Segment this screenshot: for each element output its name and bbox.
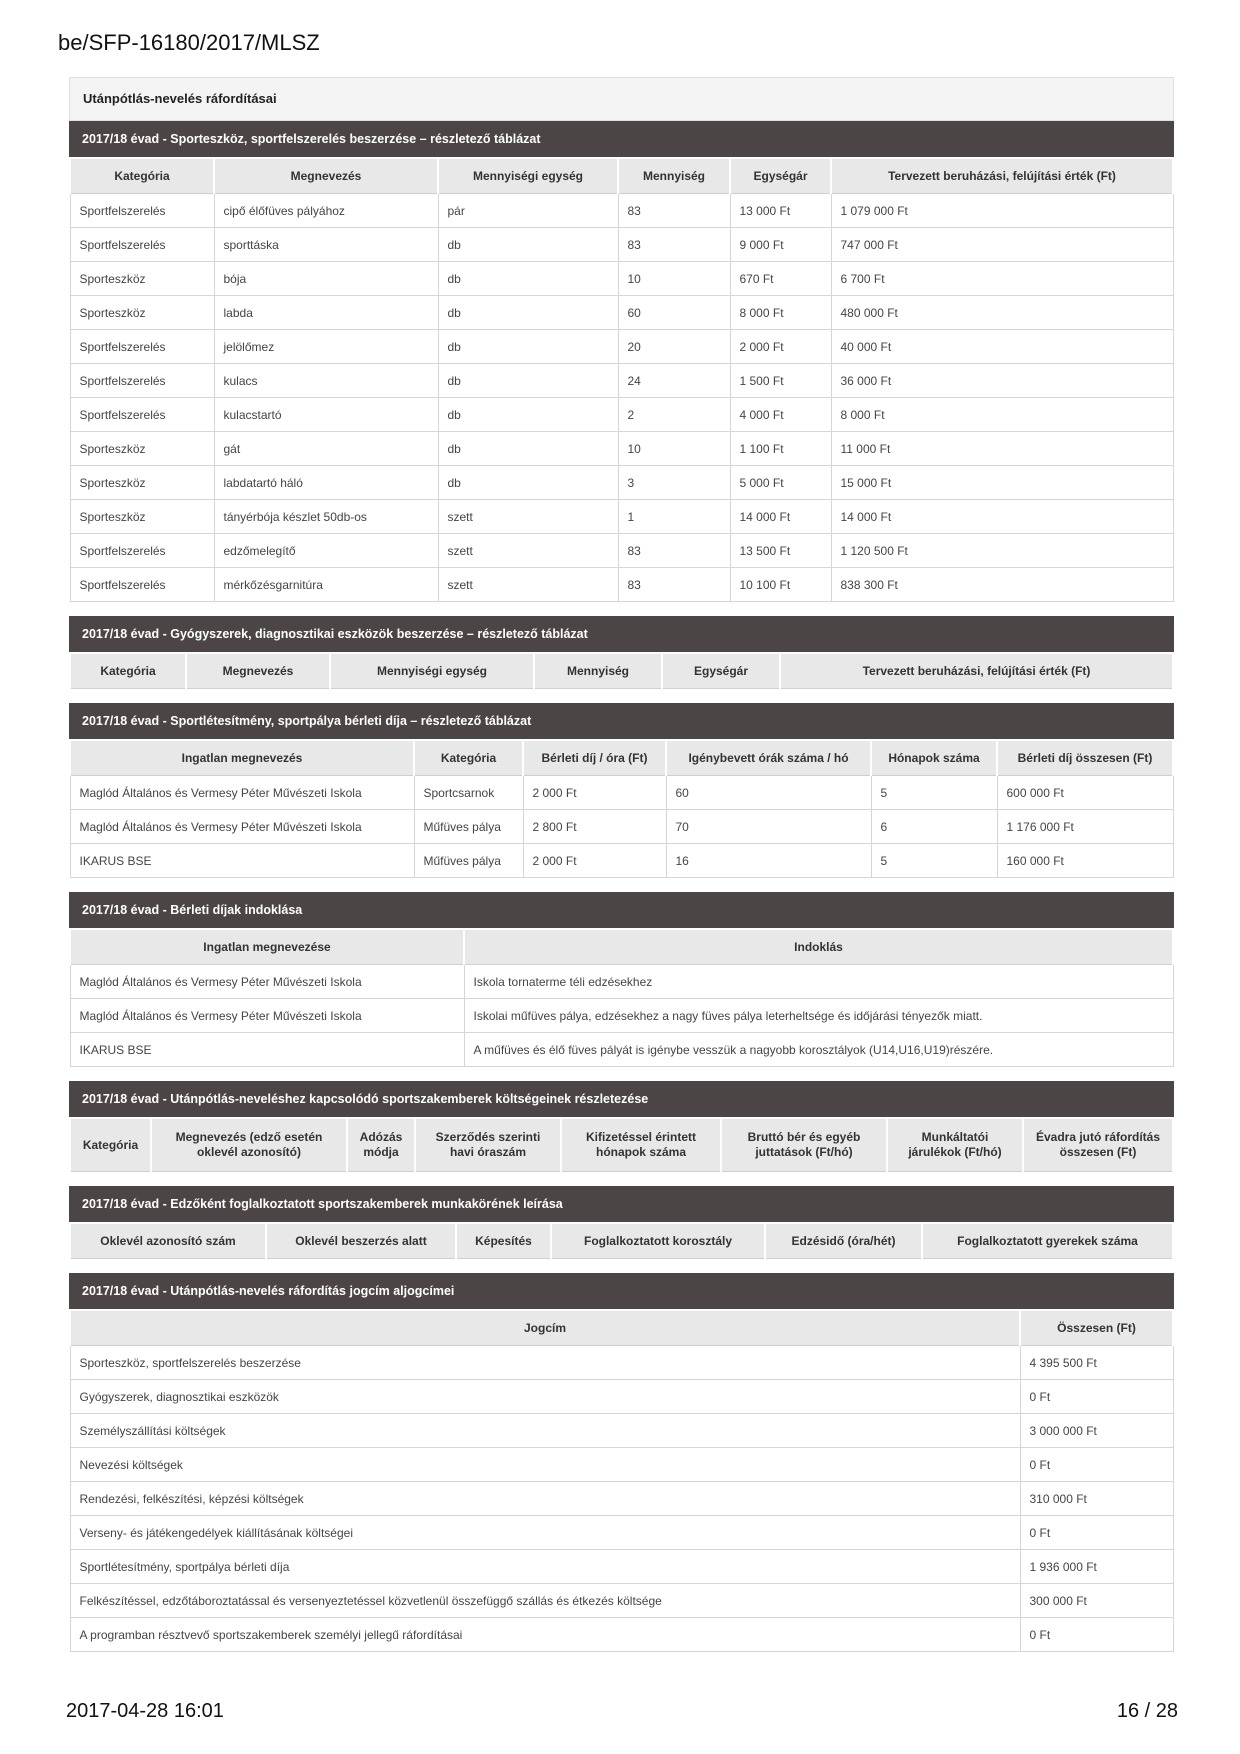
table-header-row (70, 929, 1173, 965)
table-cell: Műfüves pálya (414, 810, 523, 844)
table-row (70, 1584, 1173, 1618)
table-cell: 160 000 Ft (997, 844, 1173, 878)
table-header-row (70, 1223, 1173, 1259)
medicines-table-title: 2017/18 évad - Gyógyszerek, diagnosztikai eszközök beszerzése – részletező táblázat (69, 616, 1174, 652)
sub-titles-table-title: 2017/18 évad - Utánpótlás-nevelés ráfordítás jogcím aljogcímei (69, 1273, 1174, 1309)
table-cell: cipő élőfüves pályához (214, 194, 438, 228)
table-row (70, 1033, 1173, 1067)
table-row (70, 844, 1173, 878)
column-header: Egységár (662, 653, 780, 689)
table-cell: 11 000 Ft (831, 432, 1173, 466)
table-cell: kulacs (214, 364, 438, 398)
table-cell: 2 800 Ft (523, 810, 666, 844)
table-cell: 83 (618, 568, 730, 602)
column-header: Ingatlan megnevezése (70, 929, 464, 965)
table-row (70, 1516, 1173, 1550)
column-header: Adózás módja (347, 1118, 415, 1172)
column-header: Ingatlan megnevezés (70, 740, 414, 776)
table-cell: 2 000 Ft (523, 776, 666, 810)
table-row (70, 568, 1173, 602)
table-cell: 310 000 Ft (1020, 1482, 1173, 1516)
column-header: Egységár (730, 158, 831, 194)
table-row (70, 810, 1173, 844)
table-cell: db (438, 296, 618, 330)
table-cell: 1 120 500 Ft (831, 534, 1173, 568)
table-cell: 1 176 000 Ft (997, 810, 1173, 844)
facility-rent-table (69, 739, 1174, 878)
table-cell: db (438, 432, 618, 466)
table-cell: Sporteszköz (70, 296, 214, 330)
column-header: Foglalkoztatott gyerekek száma (922, 1223, 1173, 1259)
table-cell: 838 300 Ft (831, 568, 1173, 602)
column-header: Mennyiség (618, 158, 730, 194)
table-cell: 83 (618, 228, 730, 262)
table-row (70, 1618, 1173, 1652)
table-row (70, 1414, 1173, 1448)
table-cell: 24 (618, 364, 730, 398)
medicines-table (69, 652, 1174, 689)
table-cell: Sportfelszerelés (70, 364, 214, 398)
table-cell: 83 (618, 534, 730, 568)
table-cell: Sportfelszerelés (70, 568, 214, 602)
table-cell: 2 (618, 398, 730, 432)
table-cell: 9 000 Ft (730, 228, 831, 262)
table-row (70, 999, 1173, 1033)
table-cell: IKARUS BSE (70, 1033, 464, 1067)
table-cell: 60 (618, 296, 730, 330)
table-cell: Maglód Általános és Vermesy Péter Művészeti Iskola (70, 776, 414, 810)
table-cell: 16 (666, 844, 871, 878)
column-header: Munkáltatói járulékok (Ft/hó) (887, 1118, 1023, 1172)
table-cell: Verseny- és játékengedélyek kiállításának költségei (70, 1516, 1020, 1550)
table-cell: 0 Ft (1020, 1448, 1173, 1482)
column-header: Kategória (70, 158, 214, 194)
column-header: Mennyiségi egység (330, 653, 534, 689)
table-cell: 747 000 Ft (831, 228, 1173, 262)
table-cell: Nevezési költségek (70, 1448, 1020, 1482)
table-row (70, 262, 1173, 296)
table-cell: 20 (618, 330, 730, 364)
table-cell: 1 079 000 Ft (831, 194, 1173, 228)
table-cell: Gyógyszerek, diagnosztikai eszközök (70, 1380, 1020, 1414)
table-header-row (70, 158, 1173, 194)
table-cell: 13 000 Ft (730, 194, 831, 228)
table-cell: Iskola tornaterme téli edzésekhez (464, 965, 1173, 999)
table-cell: Maglód Általános és Vermesy Péter Művészeti Iskola (70, 999, 464, 1033)
sub-titles-table-body (70, 1346, 1173, 1652)
column-header: Edzésidő (óra/hét) (765, 1223, 922, 1259)
table-cell: db (438, 398, 618, 432)
table-cell: 0 Ft (1020, 1380, 1173, 1414)
table-cell: 5 (871, 776, 997, 810)
column-header: Jogcím (70, 1310, 1020, 1346)
table-cell: labdatartó háló (214, 466, 438, 500)
column-header: Tervezett beruházási, felújítási érték (Ft) (780, 653, 1173, 689)
column-header: Évadra jutó ráfordítás összesen (Ft) (1023, 1118, 1173, 1172)
table-cell: 480 000 Ft (831, 296, 1173, 330)
table-cell: Maglód Általános és Vermesy Péter Művészeti Iskola (70, 965, 464, 999)
table-cell: db (438, 466, 618, 500)
table-cell: 8 000 Ft (730, 296, 831, 330)
column-header: Bérleti díj összesen (Ft) (997, 740, 1173, 776)
table-cell: Sporteszköz, sportfelszerelés beszerzése (70, 1346, 1020, 1380)
table-cell: 14 000 Ft (831, 500, 1173, 534)
table-row (70, 1448, 1173, 1482)
table-cell: 4 000 Ft (730, 398, 831, 432)
table-cell: jelölőmez (214, 330, 438, 364)
table-row (70, 296, 1173, 330)
column-header: Bérleti díj / óra (Ft) (523, 740, 666, 776)
coach-duties-table-title: 2017/18 évad - Edzőként foglalkoztatott sportszakemberek munkakörének leírása (69, 1186, 1174, 1222)
staff-costs-table-title: 2017/18 évad - Utánpótlás-neveléshez kapcsolódó sportszakemberek költségeinek részletezése (69, 1081, 1174, 1117)
table-row (70, 432, 1173, 466)
equipment-table-body (70, 194, 1173, 602)
table-cell: Sportfelszerelés (70, 398, 214, 432)
column-header: Kategória (414, 740, 523, 776)
table-cell: Sportfelszerelés (70, 330, 214, 364)
table-cell: 10 100 Ft (730, 568, 831, 602)
column-header: Kategória (70, 653, 186, 689)
table-cell: 670 Ft (730, 262, 831, 296)
table-cell: 6 700 Ft (831, 262, 1173, 296)
table-cell: 70 (666, 810, 871, 844)
table-cell: Sporteszköz (70, 466, 214, 500)
column-header: Foglalkoztatott korosztály (551, 1223, 765, 1259)
column-header: Kifizetéssel érintett hónapok száma (561, 1118, 721, 1172)
table-row (70, 398, 1173, 432)
table-cell: 13 500 Ft (730, 534, 831, 568)
table-cell: 600 000 Ft (997, 776, 1173, 810)
table-cell: 1 (618, 500, 730, 534)
table-cell: Rendezési, felkészítési, képzési költségek (70, 1482, 1020, 1516)
table-cell: bója (214, 262, 438, 296)
column-header: Összesen (Ft) (1020, 1310, 1173, 1346)
table-cell: A programban résztvevő sportszakemberek személyi jellegű ráfordításai (70, 1618, 1020, 1652)
table-row (70, 330, 1173, 364)
table-cell: kulacstartó (214, 398, 438, 432)
table-row (70, 364, 1173, 398)
table-cell: 2 000 Ft (730, 330, 831, 364)
table-cell: Sportfelszerelés (70, 228, 214, 262)
rent-justification-table-title: 2017/18 évad - Bérleti díjak indoklása (69, 892, 1174, 928)
column-header: Megnevezés (214, 158, 438, 194)
table-header-row (70, 1118, 1173, 1172)
table-row (70, 1346, 1173, 1380)
table-cell: db (438, 330, 618, 364)
table-cell: 0 Ft (1020, 1618, 1173, 1652)
column-header: Indoklás (464, 929, 1173, 965)
column-header: Mennyiségi egység (438, 158, 618, 194)
facility-rent-table-title: 2017/18 évad - Sportlétesítmény, sportpálya bérleti díja – részletező táblázat (69, 703, 1174, 739)
sub-titles-table (69, 1309, 1174, 1652)
table-cell: A műfüves és élő füves pályát is igénybe vesszük a nagyobb korosztályok (U14,U16,U19)részére. (464, 1033, 1173, 1067)
column-header: Megnevezés (186, 653, 330, 689)
table-cell: gát (214, 432, 438, 466)
table-cell: tányérbója készlet 50db-os (214, 500, 438, 534)
table-row (70, 194, 1173, 228)
document-id: be/SFP-16180/2017/MLSZ (58, 30, 320, 55)
table-cell: db (438, 228, 618, 262)
table-cell: db (438, 262, 618, 296)
table-cell: 0 Ft (1020, 1516, 1173, 1550)
table-cell: 60 (666, 776, 871, 810)
coach-duties-table (69, 1222, 1174, 1259)
table-cell: 1 100 Ft (730, 432, 831, 466)
footer-datetime: 2017-04-28 16:01 (66, 1700, 224, 1722)
table-cell: 2 000 Ft (523, 844, 666, 878)
table-cell: pár (438, 194, 618, 228)
table-cell: 83 (618, 194, 730, 228)
rent-justification-table (69, 928, 1174, 1067)
table-cell: 1 500 Ft (730, 364, 831, 398)
table-header-row (70, 653, 1173, 689)
table-row (70, 1550, 1173, 1584)
table-cell: Sportcsarnok (414, 776, 523, 810)
table-cell: Sporteszköz (70, 500, 214, 534)
table-cell: 4 395 500 Ft (1020, 1346, 1173, 1380)
table-cell: mérkőzésgarnitúra (214, 568, 438, 602)
table-cell: Sportfelszerelés (70, 534, 214, 568)
table-cell: szett (438, 534, 618, 568)
table-row (70, 1482, 1173, 1516)
table-cell: labda (214, 296, 438, 330)
table-cell: edzőmelegítő (214, 534, 438, 568)
table-header-row (70, 1310, 1173, 1346)
table-cell: 36 000 Ft (831, 364, 1173, 398)
table-row (70, 534, 1173, 568)
table-cell: Műfüves pálya (414, 844, 523, 878)
table-cell: 14 000 Ft (730, 500, 831, 534)
table-cell: IKARUS BSE (70, 844, 414, 878)
facility-rent-table-body (70, 776, 1173, 878)
equipment-table (69, 157, 1174, 602)
table-row (70, 776, 1173, 810)
column-header: Mennyiség (534, 653, 662, 689)
column-header: Megnevezés (edző esetén oklevél azonosító) (151, 1118, 347, 1172)
table-cell: 10 (618, 432, 730, 466)
column-header: Oklevél beszerzés alatt (266, 1223, 456, 1259)
table-cell: Felkészítéssel, edzőtáboroztatással és versenyeztetéssel közvetlenül összefüggő szállás és étkezés költsége (70, 1584, 1020, 1618)
footer-page-number: 16 / 28 (1116, 1700, 1178, 1722)
table-cell: 8 000 Ft (831, 398, 1173, 432)
table-cell: 3 (618, 466, 730, 500)
staff-costs-table (69, 1117, 1174, 1172)
table-cell: Sporteszköz (70, 262, 214, 296)
table-cell: 40 000 Ft (831, 330, 1173, 364)
table-cell: 10 (618, 262, 730, 296)
table-cell: Iskolai műfüves pálya, edzésekhez a nagy füves pálya leterheltsége és időjárási tényezők miatt. (464, 999, 1173, 1033)
table-cell: 5 000 Ft (730, 466, 831, 500)
column-header: Tervezett beruházási, felújítási érték (Ft) (831, 158, 1173, 194)
page-content (69, 77, 1174, 1652)
table-cell: sporttáska (214, 228, 438, 262)
table-row (70, 965, 1173, 999)
column-header: Oklevél azonosító szám (70, 1223, 266, 1259)
equipment-table-title: 2017/18 évad - Sporteszköz, sportfelszerelés beszerzése – részletező táblázat (69, 121, 1174, 157)
table-cell: Maglód Általános és Vermesy Péter Művészeti Iskola (70, 810, 414, 844)
table-row (70, 1380, 1173, 1414)
table-row (70, 228, 1173, 262)
column-header: Képesítés (456, 1223, 551, 1259)
column-header: Hónapok száma (871, 740, 997, 776)
column-header: Bruttó bér és egyéb juttatások (Ft/hó) (721, 1118, 887, 1172)
table-cell: 5 (871, 844, 997, 878)
table-cell: 15 000 Ft (831, 466, 1173, 500)
table-cell: 3 000 000 Ft (1020, 1414, 1173, 1448)
table-cell: Sportfelszerelés (70, 194, 214, 228)
table-cell: Sportlétesítmény, sportpálya bérleti díja (70, 1550, 1020, 1584)
rent-justification-table-body (70, 965, 1173, 1067)
column-header: Kategória (70, 1118, 151, 1172)
table-cell: 1 936 000 Ft (1020, 1550, 1173, 1584)
table-cell: db (438, 364, 618, 398)
table-header-row (70, 740, 1173, 776)
table-row (70, 466, 1173, 500)
table-cell: szett (438, 568, 618, 602)
table-cell: Sporteszköz (70, 432, 214, 466)
table-row (70, 500, 1173, 534)
section-title: Utánpótlás-nevelés ráfordításai (69, 77, 1174, 121)
table-cell: 300 000 Ft (1020, 1584, 1173, 1618)
column-header: Igénybevett órák száma / hó (666, 740, 871, 776)
table-cell: 6 (871, 810, 997, 844)
column-header: Szerződés szerinti havi óraszám (415, 1118, 561, 1172)
table-cell: Személyszállítási költségek (70, 1414, 1020, 1448)
table-cell: szett (438, 500, 618, 534)
